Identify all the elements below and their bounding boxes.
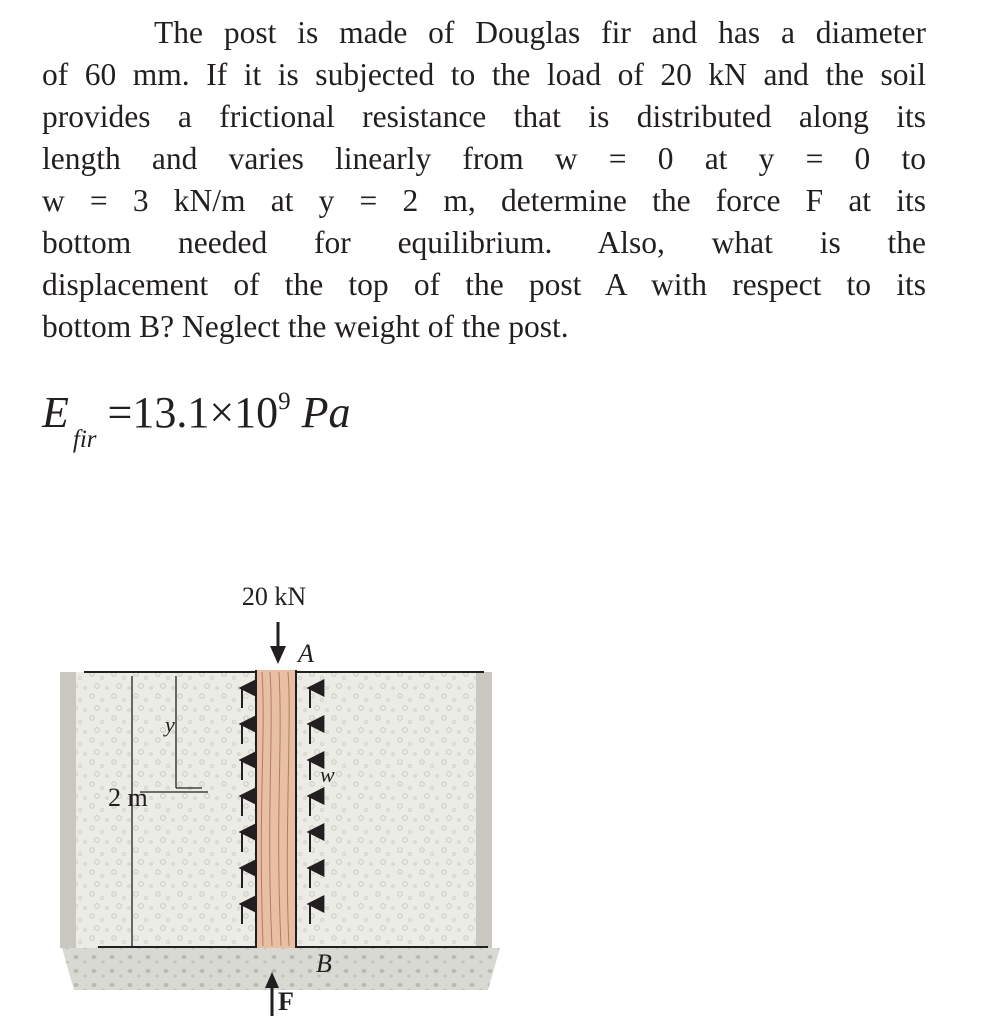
- length-label: 2 m: [108, 783, 148, 812]
- problem-line-5: w = 3 kN/m at y = 2 m, determine the force F at its: [42, 183, 926, 218]
- formula-subscript: fir: [72, 426, 97, 453]
- load-arrow: [270, 622, 286, 664]
- point-a-label: A: [298, 639, 314, 668]
- y-label: y: [165, 712, 175, 737]
- formula-equals: =: [107, 388, 133, 437]
- w-label: w: [320, 762, 335, 787]
- formula-unit: Pa: [301, 388, 351, 437]
- problem-line-3: provides a frictional resistance that is distributed along its: [42, 99, 926, 134]
- problem-line-2: of 60 mm. If it is subjected to the load of 20 kN and the soil: [42, 57, 926, 92]
- force-f-label: F: [278, 987, 294, 1016]
- formula-exponent: 9: [278, 388, 291, 415]
- problem-line-8: bottom B? Neglect the weight of the post.: [42, 309, 569, 344]
- problem-statement: [42, 12, 926, 348]
- soil-base: [62, 948, 500, 990]
- post: [256, 670, 296, 948]
- problem-line-4: length and varies linearly from w = 0 at y = 0 to: [42, 141, 926, 176]
- post-figure: [0, 560, 998, 1020]
- problem-line-6: bottom needed for equilibrium. Also, what is the: [42, 225, 926, 260]
- problem-line-1: The post is made of Douglas fir and has a diameter: [154, 15, 926, 50]
- load-label: 20 kN: [241, 582, 307, 611]
- formula-symbol: E: [42, 388, 69, 437]
- formula-mantissa: 13.1×10: [132, 388, 279, 437]
- point-b-label: B: [316, 949, 332, 978]
- problem-line-7: displacement of the top of the post A with respect to its: [42, 267, 926, 302]
- modulus-formula: [42, 388, 351, 453]
